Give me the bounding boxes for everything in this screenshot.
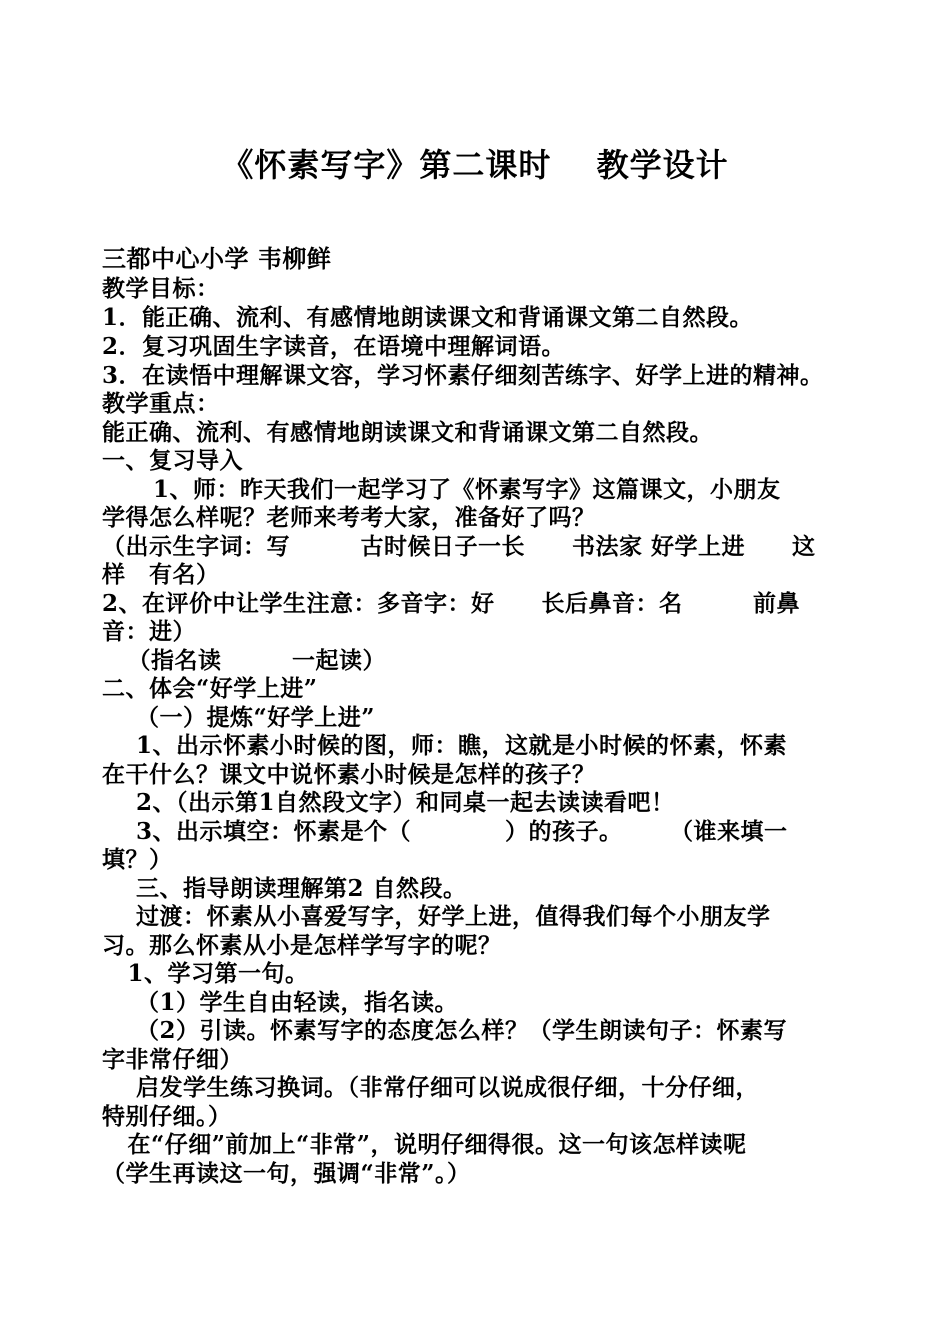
subsection-heading: （一）提炼“好学上进” [102,704,375,731]
paragraph-line: 习。那么怀素从小是怎样学写字的呢？ [102,932,502,959]
section-heading-guided-reading: 三、指导朗读理解第2 自然段。 [102,875,467,902]
objective-item-3: 3．在读悟中理解课文容，学习怀素仔细刻苦练字、好学上进的精神。 [102,362,824,389]
paragraph-line: （指名读 一起读） [102,647,387,674]
paragraph-line: （1）学生自由轻读，指名读。 [102,989,459,1016]
paragraph-line: （学生再读这一句，强调“非常”。） [102,1160,471,1187]
paragraph-line: 音：进） [102,618,196,645]
paragraph-line: 1、师：昨天我们一起学习了《怀素写字》这篇课文，小朋友 [102,476,781,503]
paragraph-line: 学得怎么样呢？老师来考考大家，准备好了吗？ [102,504,596,531]
objective-item-1: 1．能正确、流利、有感情地朗读课文和背诵课文第二自然段。 [102,304,754,331]
section-heading-key-points: 教学重点： [102,390,220,417]
objective-item-2: 2．复习巩固生字读音，在语境中理解词语。 [102,333,566,360]
paragraph-line: 样 有名） [102,561,220,588]
paragraph-line: 在“仔细”前加上“非常”，说明仔细得很。这一句该怎样读呢 [102,1131,747,1158]
paragraph-line: 特别仔细。） [102,1103,232,1130]
paragraph-line: 2、（出示第1自然段文字）和同桌一起去读读看吧！ [102,789,675,816]
paragraph-line: 3、出示填空：怀素是个（ ）的孩子。 （谁来填一 [102,818,788,845]
paragraph-line: 在干什么？课文中说怀素小时候是怎样的孩子？ [102,761,596,788]
paragraph-line: 1、出示怀素小时候的图，师：瞧，这就是小时候的怀素，怀素 [102,732,788,759]
key-point-text: 能正确、流利、有感情地朗读课文和背诵课文第二自然段。 [102,419,713,446]
paragraph-line: 2、在评价中让学生注意：多音字：好 长后鼻音：名 前鼻 [102,590,801,617]
section-heading-objectives: 教学目标： [102,275,220,302]
author-line: 三都中心小学 韦柳鲜 [102,244,332,273]
document-title: 《怀素写字》第二课时 教学设计 [221,146,729,184]
paragraph-line: 1、学习第一句。 [102,960,309,987]
section-heading-review: 一、复习导入 [102,447,243,474]
paragraph-line: 字非常仔细） [102,1046,243,1073]
paragraph-line: 启发学生练习换词。（非常仔细可以说成很仔细，十分仔细， [102,1074,760,1101]
section-heading-experience: 二、体会“好学上进” [102,675,318,702]
paragraph-line: 过渡：怀素从小喜爱写字，好学上进，值得我们每个小朋友学 [102,903,771,930]
paragraph-line: （出示生字词：写 古时候日子一长 书法家 好学上进 这 [102,533,816,560]
paragraph-line: （2）引读。怀素写字的态度怎么样？（学生朗读句子：怀素写 [102,1017,788,1044]
paragraph-line: 填？） [102,846,173,873]
